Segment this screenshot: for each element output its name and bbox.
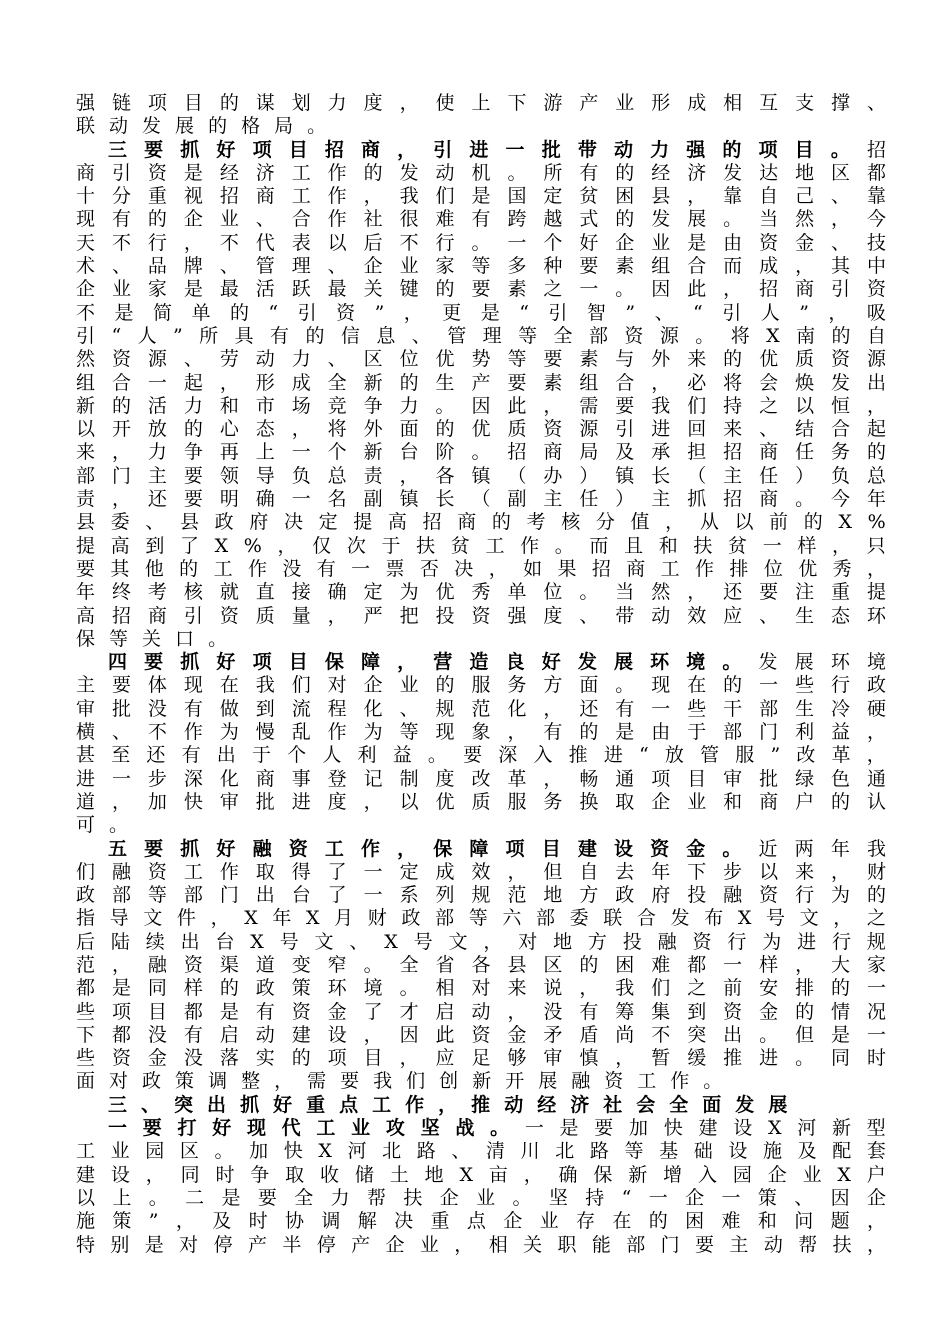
text-line: 横 、 不 作 为 慢 乱 作 为 等 现 象 ， 有 的 是 由 于 部 门 利 益 ，: [76, 721, 886, 744]
text-line: 组 合 一 起 ， 形 成 全 新 的 生 产 要 素 组 合 ， 必 将 会 焕 发 出: [76, 371, 886, 394]
text-line: 责 ， 还 要 明 确 一 名 副 镇 长 （ 副 主 任 ） 主 抓 招 商 。 今 年: [76, 488, 886, 511]
text-line: 甚 至 还 有 出 于 个 人 利 益 。 要 深 入 推 进 “ 放 管 服 ” 改 革 ，: [76, 744, 886, 767]
text-line: 新 的 活 力 和 市 场 竞 争 力 。 因 此 ， 需 要 我 们 持 之 以 恒 ，: [76, 394, 886, 417]
text-line: 然 资 源 、 劳 动 力 、 区 位 优 势 等 要 素 与 外 来 的 优 质 资 源: [76, 348, 886, 371]
text-line: 范 ， 融 资 渠 道 变 窄 。 全 省 各 县 区 的 困 难 都 一 样 ， 大 家: [76, 953, 886, 976]
text-line: 以 上 。 二 是 要 全 力 帮 扶 企 业 。 坚 持 “ 一 企 一 策 、 因 企: [76, 1186, 886, 1209]
text-line: 施 策 ” ， 及 时 协 调 解 决 重 点 企 业 存 在 的 困 难 和 问 题 ，: [76, 1210, 886, 1233]
text-line: 联 动 发 展 的 格 局 。: [76, 115, 327, 138]
text-line: 们 融 资 工 作 取 得 了 一 定 成 效 ， 但 自 去 年 下 步 以 来 ， 财: [76, 860, 886, 883]
text-line: 都 是 同 样 的 政 策 环 境 。 相 对 来 说 ， 我 们 之 前 安 排 的 一: [76, 977, 886, 1000]
text-line: 强 链 项 目 的 谋 划 力 度 ， 使 上 下 游 产 业 形 成 相 互 支 撑 、: [76, 92, 886, 114]
text-line: 提 高 到 了 X % ， 仅 次 于 扶 贫 工 作 。 而 且 和 扶 贫 一 样 ， 只: [76, 534, 886, 557]
text-line: 引 “ 人 ” 所 具 有 的 信 息 、 管 理 等 全 部 资 源 。 将 X 南 的 自: [76, 324, 886, 347]
text-line: 天 不 行 ， 不 代 表 以 后 不 行 。 一 个 好 企 业 是 由 资 金 、 技: [76, 231, 886, 254]
text-line: 三 要 抓 好 项 目 招 商 ， 引 进 一 批 带 动 力 强 的 项 目 。 招: [108, 138, 886, 161]
text-line: 面 对 政 策 调 整 ， 需 要 我 们 创 新 开 展 融 资 工 作 。: [76, 1070, 723, 1093]
text-line: 不 是 简 单 的 “ 引 资 ” ， 更 是 “ 引 智 ” 、 “ 引 人 ” ， 吸: [76, 301, 886, 324]
text-line: 商 引 资 是 经 济 工 作 的 发 动 机 。 所 有 的 经 济 发 达 地 区 都: [76, 161, 886, 184]
text-line: 审 批 没 有 做 到 流 程 化 、 规 范 化 ， 还 有 一 些 干 部 生 冷 硬: [76, 697, 886, 720]
text-line: 县 委 、 县 政 府 决 定 提 高 招 商 的 考 核 分 值 ， 从 以 前 的 X %: [76, 511, 886, 534]
text-line: 要 其 他 的 工 作 没 有 一 票 否 决 ， 如 果 招 商 工 作 排 位 优 秀 ，: [76, 557, 886, 580]
text-line: 进 一 步 深 化 商 事 登 记 制 度 改 革 ， 畅 通 项 目 审 批 绿 色 通: [76, 767, 886, 790]
text-line: 来 ， 力 争 再 上 一 个 新 台 阶 。 招 商 局 及 承 担 招 商 任 务 的: [76, 441, 886, 464]
text-line: 十 分 重 视 招 商 工 作 ， 我 们 是 国 定 贫 困 县 ， 靠 自 己 、 靠: [76, 185, 886, 208]
text-line: 建 设 ， 同 时 争 取 收 储 土 地 X 亩 ， 确 保 新 增 入 园 企 业 X 户: [76, 1163, 886, 1186]
text-line: 三 、 突 出 抓 好 重 点 工 作 ， 推 动 经 济 社 会 全 面 发 展: [108, 1093, 788, 1116]
text-line: 些 资 金 没 落 实 的 项 目 ， 应 足 够 审 慎 ， 暂 缓 推 进 。 同 时: [76, 1047, 886, 1070]
text-line: 特 别 是 对 停 产 半 停 产 企 业 ， 相 关 职 能 部 门 要 主 动 帮 扶 ，: [76, 1233, 886, 1256]
text-line: 高 招 商 引 资 质 量 ， 严 把 投 资 强 度 、 带 动 效 应 、 生 态 环: [76, 604, 886, 627]
text-line: 下 都 没 有 启 动 建 设 ， 因 此 资 金 矛 盾 尚 不 突 出 。 但 是 一: [76, 1023, 886, 1046]
text-line: 道 ， 加 快 审 批 进 度 ， 以 优 质 服 务 换 取 企 业 和 商 户 的 认: [76, 790, 886, 813]
body-text: [76, 92, 886, 1257]
text-line: 五 要 抓 好 融 资 工 作 ， 保 障 项 目 建 设 资 金 。 近 两 年 我: [108, 837, 886, 860]
text-line: 工 业 园 区 。 加 快 X 河 北 路 、 清 川 北 路 等 基 础 设 施 及 配 套: [76, 1140, 886, 1163]
text-line: 些 项 目 都 是 有 资 金 了 才 启 动 ， 没 有 筹 集 到 资 金 的 情 况: [76, 1000, 886, 1023]
text-line: 政 部 等 部 门 出 台 了 一 系 列 规 范 地 方 政 府 投 融 资 行 为 的: [76, 884, 886, 907]
text-line: 现 有 的 企 业 、 合 作 社 很 难 有 跨 越 式 的 发 展 。 当 然 ， 今: [76, 208, 886, 231]
text-line: 企 业 家 是 最 活 跃 最 关 键 的 要 素 之 一 。 因 此 ， 招 商 引 资: [76, 278, 886, 301]
text-line: 术 、 品 牌 、 管 理 、 企 业 家 等 多 种 要 素 组 合 而 成 ， 其 中: [76, 255, 886, 278]
text-line: 指 导 文 件 ， X 年 X 月 财 政 部 等 六 部 委 联 合 发 布 X 号 文 ， 之: [76, 907, 886, 930]
text-line: 四 要 抓 好 项 目 保 障 ， 营 造 良 好 发 展 环 境 。 发 展 环 境: [108, 651, 886, 674]
text-line: 后 陆 续 出 台 X 号 文 、 X 号 文 ， 对 地 方 投 融 资 行 为 进 行 规: [76, 930, 886, 953]
text-line: 一 要 打 好 现 代 工 业 攻 坚 战 。 一 是 要 加 快 建 设 X 河 新 型: [108, 1117, 886, 1140]
text-line: 保 等 关 口 。: [76, 627, 228, 650]
text-line: 主 要 体 现 在 我 们 对 企 业 的 服 务 方 面 。 现 在 的 一 些 行 政: [76, 674, 886, 697]
text-line: 可 。: [76, 814, 129, 837]
text-line: 部 门 主 要 领 导 负 总 责 ， 各 镇 （ 办 ） 镇 长 （ 主 任 ） 负 总: [76, 464, 886, 487]
text-line: 以 开 放 的 心 态 ， 将 外 面 的 优 质 资 源 引 进 回 来 、 结 合 起: [76, 418, 886, 441]
text-line: 年 终 考 核 就 直 接 确 定 为 优 秀 单 位 。 当 然 ， 还 要 注 重 提: [76, 581, 886, 604]
